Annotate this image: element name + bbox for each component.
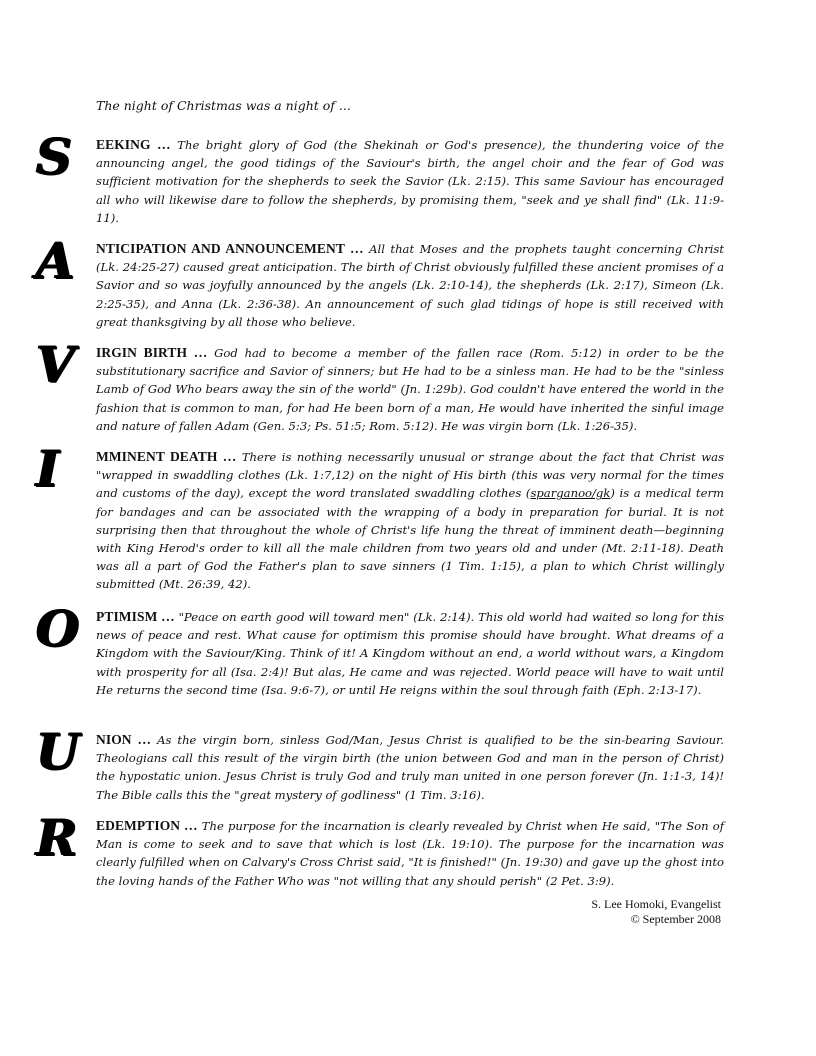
- author-name: S. Lee Homoki, Evangelist: [591, 897, 721, 911]
- dropcap-initial: V: [36, 335, 75, 394]
- entry-heading: NTICIPATION AND ANNOUNCEMENT …: [96, 241, 364, 256]
- entry-paragraph: [96, 240, 724, 331]
- entry-paragraph: [96, 136, 724, 227]
- signature-block: [591, 897, 721, 927]
- dropcap-initial: S: [36, 127, 73, 186]
- entry-optimism: [36, 599, 724, 699]
- entry-anticipation: [36, 231, 725, 331]
- entry-heading: NION …: [96, 732, 152, 747]
- entry-redemption: [36, 808, 725, 890]
- entry-virgin-birth: [36, 335, 724, 435]
- entry-text: As the virgin born, sinless God/Man, Jesus Christ is qualified to be the sin-bearing Saviour. Theologians call this result of the virgin birth (the union between God and man in the person of Christ) the hypostatic union. Jesus Christ is truly God and truly man united in one person forever (Jn. 1:1-3, 14)! The Bible calls this the "great mystery of godliness" (1 Tim. 3:16).: [96, 733, 724, 802]
- entry-paragraph: [96, 448, 724, 594]
- entry-heading: EDEMPTION …: [96, 818, 198, 833]
- dropcap-initial: I: [36, 439, 60, 498]
- copyright-date: © September 2008: [630, 912, 721, 926]
- entry-union: [36, 722, 724, 804]
- entry-paragraph: [96, 817, 724, 890]
- entry-heading: PTIMISM …: [96, 609, 175, 624]
- entry-seeking: [36, 127, 724, 227]
- entry-text: "Peace on earth good will toward men" (Lk. 2:14). This old world had waited so long for this news of peace and rest. What cause for optimism this promise should have brought. What dreams of a Kingdom with the Saviour/King. Think of it! A Kingdom without an end, a world without wars, a Kingdom with prosperity for all (Isa. 2:4)! But alas, He came and was rejected. World peace will have to wait until He returns the second time (Isa. 9:6-7), or until He reigns within the soul through faith (Eph. 2:13-17).: [96, 610, 724, 697]
- entry-heading: IRGIN BIRTH …: [96, 345, 208, 360]
- entry-paragraph: [96, 344, 724, 435]
- entry-paragraph: [96, 731, 724, 804]
- dropcap-initial: R: [36, 808, 78, 867]
- entry-text: ) is a medical term for bandages and can be associated with the wrapping of a body in preparation for burial. It is not surprising then that throughout the whole of Christ's life hung the threat of imminent death—beginning with King Herod's order to kill all the male children from two years old and under (Mt. 2:11-18). Death was all a part of God the Father's plan to save sinners (1 Tim. 1:15), a plan to which Christ willingly submitted (Mt. 26:39, 42).: [96, 486, 724, 592]
- dropcap-initial: O: [36, 599, 80, 658]
- intro-line: The night of Christmas was a night of ...: [96, 98, 351, 113]
- entry-text: The bright glory of God (the Shekinah or God's presence), the thundering voice of the announcing angel, the good tidings of the Saviour's birth, the angel choir and the fear of God was sufficient motivation for the shepherds to seek the Savior (Lk. 2:15). This same Saviour has encouraged all who will likewise dare to follow the shepherds, by promising them, "seek and ye shall find" (Lk. 11:9-11).: [96, 138, 724, 225]
- dropcap-initial: A: [36, 231, 75, 290]
- entry-imminent-death: [36, 439, 725, 594]
- entry-text: The purpose for the incarnation is clearly revealed by Christ when He said, "The Son of Man is come to seek and to save that which is lost (Lk. 19:10). The purpose for the incarnation was clearly fulfilled when on Calvary's Cross Christ said, "It is finished!" (Jn. 19:30) and gave up the ghost into the loving hands of the Father Who was "not willing that any should perish" (2 Pet. 3:9).: [96, 819, 725, 888]
- entry-text: All that Moses and the prophets taught concerning Christ (Lk. 24:25-27) caused great anticipation. The birth of Christ obviously fulfilled these ancient promises of a Savior and so was joyfully announced by the angels (Lk. 2:10-14), the shepherds (Lk. 2:17), Simeon (Lk. 2:25-35), and Anna (Lk. 2:36-38). An announcement of such glad tidings of hope is still received with great thanksgiving by all those who believe.: [96, 242, 725, 329]
- entry-heading: EEKING …: [96, 137, 171, 152]
- dropcap-initial: U: [36, 722, 80, 781]
- entry-paragraph: [96, 608, 724, 699]
- entry-text: There is nothing necessarily unusual or strange about the fact that Christ was "wrapped in swaddling clothes (Lk. 1:7,12) on the night of His birth (this was very normal for the times and customs of the day), except the word translated swaddling clothes (: [96, 450, 725, 501]
- entry-emphasis: sparganoo/gk: [530, 486, 611, 501]
- entry-text: God had to become a member of the fallen race (Rom. 5:12) in order to be the substitutionary sacrifice and Savior of sinners; but He had to be a sinless man. He had to be the "sinless Lamb of God Who bears away the sin of the world" (Jn. 1:29b). God couldn't have entered the world in the fashion that is common to man, for had He been born of a man, He would have inherited the sinful image and nature of fallen Adam (Gen. 5:3; Ps. 51:5; Rom. 5:12). He was virgin born (Lk. 1:26-35).: [96, 346, 724, 433]
- entry-heading: MMINENT DEATH …: [96, 449, 237, 464]
